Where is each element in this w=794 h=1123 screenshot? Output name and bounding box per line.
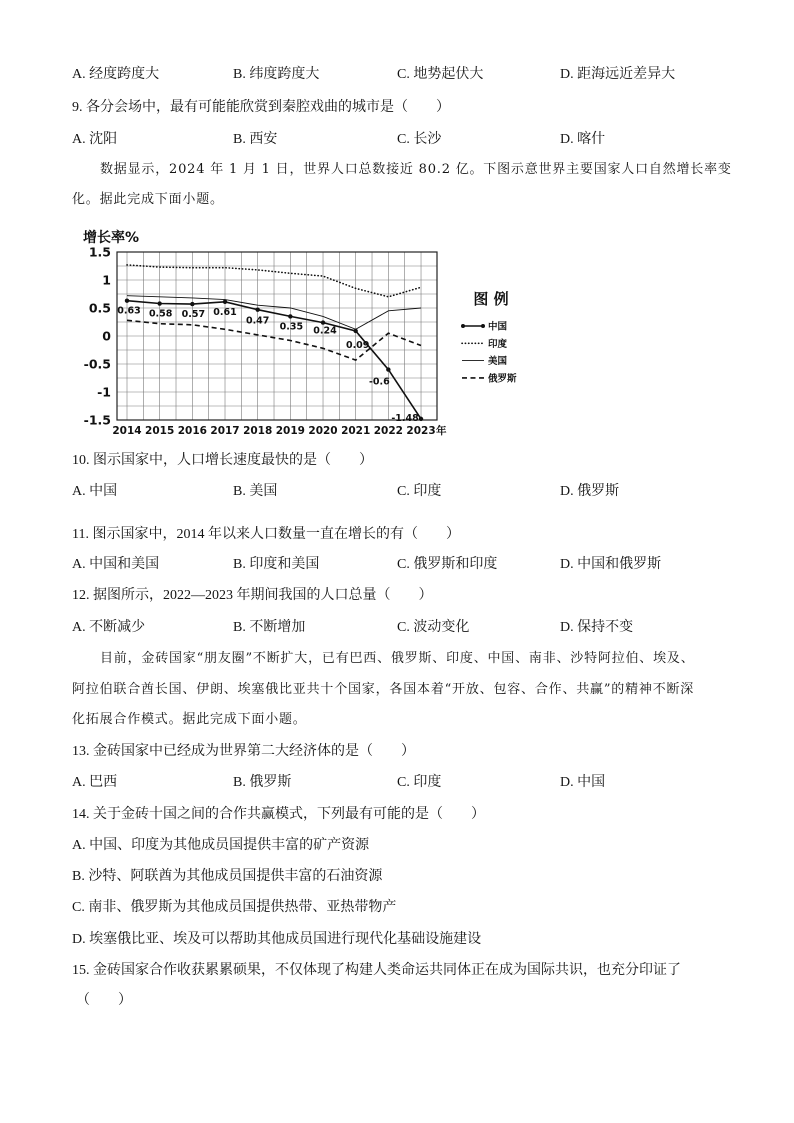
q9-stem: 9. 各分会场中，最有可能能欣赏到秦腔戏曲的城市是（ ）: [72, 100, 450, 115]
legend-label: 中国: [488, 321, 508, 333]
legend-title: 图 例: [473, 290, 509, 308]
q10-options: [0, 482, 794, 502]
x-tick-label: 2018: [243, 425, 273, 437]
q10-option-d: D. 俄罗斯: [560, 484, 620, 499]
q8-option-b: B. 纬度跨度大: [233, 67, 320, 82]
data-point: [157, 301, 161, 305]
q14-option-b: B. 沙特、阿联酋为其他成员国提供丰富的石油资源: [72, 869, 383, 884]
q11-stem: 11. 图示国家中，2014 年以来人口数量一直在增长的有（ ）: [72, 527, 460, 542]
passage2-line: 阿拉伯联合酋长国、伊朗、埃塞俄比亚共十个国家，各国本着“开放、包容、合作、共赢”的精神不断深: [72, 682, 695, 697]
q9-option-d: D. 喀什: [560, 132, 606, 147]
y-tick-label: 1.5: [88, 244, 111, 260]
y-tick-label: -1.5: [83, 412, 111, 428]
q14-option-a: A. 中国、印度为其他成员国提供丰富的矿产资源: [72, 838, 370, 853]
legend: [461, 290, 517, 384]
data-label: 0.57: [181, 309, 206, 321]
q8-option-d: D. 距海远近差异大: [560, 67, 676, 82]
data-label: -1.48: [391, 412, 419, 424]
x-axis-unit-label: 年: [436, 425, 447, 437]
q8-options: [0, 65, 794, 85]
q11-option-c: C. 俄罗斯和印度: [397, 557, 498, 572]
q9-options: [0, 130, 794, 150]
data-point: [288, 314, 292, 318]
y-tick-label: -0.5: [83, 356, 111, 372]
y-tick-label: 1: [102, 272, 111, 288]
q12-stem: 12. 据图所示，2022—2023 年期间我国的人口总量（ ）: [72, 588, 433, 603]
y-tick-label: 0: [102, 328, 111, 344]
q12-option-c: C. 波动变化: [397, 620, 470, 635]
q12-option-d: D. 保持不变: [560, 620, 634, 635]
q11-option-b: B. 印度和美国: [233, 557, 320, 572]
q13-option-a: A. 巴西: [72, 775, 118, 790]
q14-option-c: C. 南非、俄罗斯为其他成员国提供热带、亚热带物产: [72, 900, 397, 915]
passage1-line: 数据显示，2024 年 1 月 1 日，世界人口总数接近 80.2 亿。下图示意世界主要国家人口自然增长率变: [100, 162, 732, 177]
q12-option-a: A. 不断减少: [72, 620, 146, 635]
q15-answer-blank: （ ）: [76, 993, 132, 1008]
data-label: 0.63: [117, 305, 141, 317]
plot-area: [117, 265, 423, 424]
legend-label: 俄罗斯: [488, 373, 517, 385]
population-growth-chart: [70, 225, 540, 440]
q10-option-a: A. 中国: [72, 484, 118, 499]
x-tick-label: 2020: [308, 425, 338, 437]
x-tick-label: 2023: [406, 425, 436, 437]
legend-item: [462, 372, 517, 384]
q9-option-b: B. 西安: [233, 132, 278, 147]
q13-stem: 13. 金砖国家中已经成为世界第二大经济体的是（ ）: [72, 744, 415, 759]
y-tick-label: -1: [97, 384, 111, 400]
data-label: 0.58: [148, 308, 173, 320]
q8-option-a: A. 经度跨度大: [72, 67, 160, 82]
passage2-line: 化拓展合作模式。据此完成下面小题。: [72, 712, 307, 727]
q14-option-d: D. 埃塞俄比亚、埃及可以帮助其他成员国进行现代化基础设施建设: [72, 932, 482, 947]
data-point: [321, 320, 325, 324]
q13-option-d: D. 中国: [560, 775, 606, 790]
q13-option-b: B. 俄罗斯: [233, 775, 292, 790]
data-label: 0.47: [245, 315, 270, 327]
legend-marker: [461, 324, 465, 328]
legend-item: [462, 355, 508, 367]
data-label: 0.24: [313, 325, 337, 337]
legend-item: [462, 338, 508, 350]
data-point: [255, 307, 259, 311]
data-point: [419, 417, 423, 421]
q12-options: [0, 618, 794, 638]
data-point: [386, 367, 390, 371]
q9-option-a: A. 沈阳: [72, 132, 118, 147]
q15-stem: 15. 金砖国家合作收获累累硕果，不仅体现了构建人类命运共同体正在成为国际共识，也充分印证了: [72, 963, 681, 978]
y-tick-label: 0.5: [88, 300, 111, 316]
axis-labels: [84, 245, 436, 438]
q13-option-c: C. 印度: [397, 775, 442, 790]
q11-option-d: D. 中国和俄罗斯: [560, 557, 662, 572]
x-tick-label: 2016: [177, 425, 207, 437]
plot-grid: [117, 252, 437, 420]
data-label: 0.09: [345, 339, 370, 351]
q10-option-c: C. 印度: [397, 484, 442, 499]
q13-options: [0, 773, 794, 793]
data-point: [190, 302, 194, 306]
passage1-line: 化。据此完成下面小题。: [72, 192, 224, 207]
legend-item: [461, 321, 508, 333]
data-label: -0.6: [368, 376, 390, 388]
q9-option-c: C. 长沙: [397, 132, 442, 147]
data-label: 0.35: [279, 321, 304, 333]
legend-marker: [481, 324, 485, 328]
x-tick-label: 2017: [210, 425, 240, 437]
legend-label: 印度: [488, 338, 508, 350]
data-label: 0.61: [213, 306, 237, 318]
x-tick-label: 2022: [373, 425, 403, 437]
x-tick-label: 2014: [112, 425, 142, 437]
q10-option-b: B. 美国: [233, 484, 278, 499]
x-tick-label: 2021: [341, 425, 371, 437]
q12-option-b: B. 不断增加: [233, 620, 306, 635]
q8-option-c: C. 地势起伏大: [397, 67, 484, 82]
data-point: [125, 299, 129, 303]
x-tick-label: 2015: [145, 425, 175, 437]
legend-label: 美国: [488, 356, 508, 368]
y-axis-label: 增长率%: [83, 230, 140, 246]
passage2-line: 目前，金砖国家“朋友圈”不断扩大，已有巴西、俄罗斯、印度、中国、南非、沙特阿拉伯、埃及、: [100, 651, 695, 666]
q11-option-a: A. 中国和美国: [72, 557, 160, 572]
q14-stem: 14. 关于金砖十国之间的合作共赢模式，下列最有可能的是（ ）: [72, 807, 485, 822]
q10-stem: 10. 图示国家中，人口增长速度最快的是（ ）: [72, 453, 373, 468]
x-tick-label: 2019: [275, 425, 305, 437]
q11-options: [0, 555, 794, 575]
